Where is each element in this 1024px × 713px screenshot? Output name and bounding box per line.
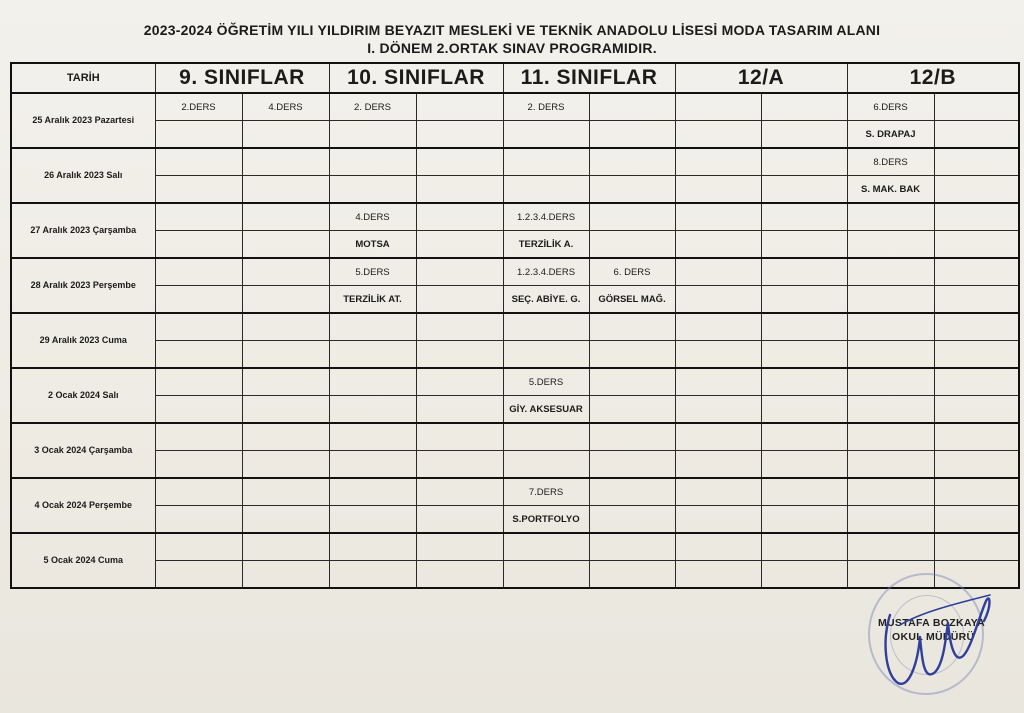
course-name-cell (155, 396, 242, 424)
course-name-cell: MOTSA (329, 231, 416, 259)
lesson-period-cell (242, 423, 329, 451)
lesson-period-cell (155, 423, 242, 451)
course-name-cell (503, 176, 589, 204)
lesson-period-cell (416, 203, 503, 231)
group-header-11: 11. SINIFLAR (503, 63, 675, 93)
lesson-period-cell (761, 533, 847, 561)
lesson-period-cell (416, 533, 503, 561)
course-name-cell (416, 341, 503, 369)
lesson-period-cell (675, 148, 761, 176)
lesson-period-cell (934, 533, 1019, 561)
course-name-cell (934, 451, 1019, 479)
table-row (11, 341, 1019, 369)
lesson-period-cell (761, 93, 847, 121)
table-row (11, 506, 1019, 534)
course-name-cell (242, 561, 329, 589)
table-row (11, 313, 1019, 341)
course-name-cell (416, 286, 503, 314)
group-header-9: 9. SINIFLAR (155, 63, 329, 93)
lesson-period-cell: 2.DERS (155, 93, 242, 121)
lesson-period-cell (416, 478, 503, 506)
lesson-period-cell: 1.2.3.4.DERS (503, 203, 589, 231)
course-name-cell (329, 176, 416, 204)
course-name-cell (589, 451, 675, 479)
course-name-cell (934, 506, 1019, 534)
lesson-period-cell (934, 313, 1019, 341)
lesson-period-cell: 8.DERS (847, 148, 934, 176)
table-header-row (11, 63, 1019, 93)
course-name-cell (589, 341, 675, 369)
signature-block (860, 565, 1010, 705)
table-row (11, 148, 1019, 176)
course-name-cell (155, 561, 242, 589)
course-name-cell (934, 286, 1019, 314)
course-name-cell (416, 176, 503, 204)
table-row (11, 258, 1019, 286)
lesson-period-cell (155, 148, 242, 176)
lesson-period-cell (416, 93, 503, 121)
table-row (11, 533, 1019, 561)
lesson-period-cell (934, 93, 1019, 121)
lesson-period-cell (761, 258, 847, 286)
course-name-cell (934, 231, 1019, 259)
lesson-period-cell (329, 533, 416, 561)
lesson-period-cell (416, 313, 503, 341)
course-name-cell (934, 121, 1019, 149)
exam-date-cell: 2 Ocak 2024 Salı (11, 368, 155, 423)
lesson-period-cell (761, 148, 847, 176)
lesson-period-cell (503, 148, 589, 176)
course-name-cell (847, 231, 934, 259)
course-name-cell (242, 231, 329, 259)
course-name-cell (155, 231, 242, 259)
lesson-period-cell (589, 533, 675, 561)
lesson-period-cell: 5.DERS (329, 258, 416, 286)
course-name-cell (416, 396, 503, 424)
table-row (11, 368, 1019, 396)
course-name-cell (416, 231, 503, 259)
table-row (11, 121, 1019, 149)
course-name-cell: S.PORTFOLYO (503, 506, 589, 534)
date-column-header: TARİH (11, 63, 155, 93)
lesson-period-cell (847, 313, 934, 341)
lesson-period-cell (847, 258, 934, 286)
lesson-period-cell (675, 93, 761, 121)
course-name-cell: GİY. AKSESUAR (503, 396, 589, 424)
course-name-cell (761, 506, 847, 534)
course-name-cell (416, 561, 503, 589)
course-name-cell (675, 341, 761, 369)
lesson-period-cell (934, 368, 1019, 396)
course-name-cell (155, 341, 242, 369)
group-header-12a: 12/A (675, 63, 847, 93)
course-name-cell (934, 396, 1019, 424)
lesson-period-cell (675, 478, 761, 506)
course-name-cell (329, 561, 416, 589)
lesson-period-cell (329, 368, 416, 396)
group-header-12b: 12/B (847, 63, 1019, 93)
course-name-cell (329, 506, 416, 534)
exam-date-cell: 27 Aralık 2023 Çarşamba (11, 203, 155, 258)
exam-schedule-table (10, 62, 1020, 589)
course-name-cell (761, 176, 847, 204)
course-name-cell (934, 341, 1019, 369)
lesson-period-cell (155, 313, 242, 341)
course-name-cell (675, 176, 761, 204)
lesson-period-cell (589, 148, 675, 176)
document-title: 2023-2024 ÖĞRETİM YILI YILDIRIM BEYAZIT MESLEKİ VE TEKNİK ANADOLU LİSESİ MODA TASARIM ALANI (143, 22, 881, 38)
course-name-cell (761, 341, 847, 369)
lesson-period-cell (934, 258, 1019, 286)
lesson-period-cell (242, 368, 329, 396)
lesson-period-cell: 6.DERS (847, 93, 934, 121)
course-name-cell: GÖRSEL MAĞ. (589, 286, 675, 314)
course-name-cell (675, 561, 761, 589)
course-name-cell (155, 451, 242, 479)
document-subtitle: I. DÖNEM 2.ORTAK SINAV PROGRAMIDIR. (367, 40, 657, 56)
exam-date-cell: 26 Aralık 2023 Salı (11, 148, 155, 203)
lesson-period-cell (761, 478, 847, 506)
course-name-cell (934, 176, 1019, 204)
course-name-cell (503, 561, 589, 589)
course-name-cell (589, 396, 675, 424)
course-name-cell (675, 506, 761, 534)
group-header-10: 10. SINIFLAR (329, 63, 503, 93)
course-name-cell (155, 286, 242, 314)
lesson-period-cell (155, 533, 242, 561)
lesson-period-cell: 5.DERS (503, 368, 589, 396)
lesson-period-cell (416, 148, 503, 176)
handwritten-signature (860, 565, 1010, 705)
lesson-period-cell (589, 478, 675, 506)
table-row (11, 286, 1019, 314)
lesson-period-cell (675, 313, 761, 341)
table-row (11, 231, 1019, 259)
course-name-cell (242, 176, 329, 204)
course-name-cell (242, 451, 329, 479)
course-name-cell (503, 451, 589, 479)
lesson-period-cell (589, 368, 675, 396)
lesson-period-cell (416, 258, 503, 286)
course-name-cell (242, 121, 329, 149)
lesson-period-cell (761, 313, 847, 341)
lesson-period-cell (934, 148, 1019, 176)
exam-date-cell: 29 Aralık 2023 Cuma (11, 313, 155, 368)
course-name-cell (416, 451, 503, 479)
lesson-period-cell (242, 313, 329, 341)
lesson-period-cell: 2. DERS (503, 93, 589, 121)
lesson-period-cell (761, 203, 847, 231)
course-name-cell (329, 341, 416, 369)
course-name-cell (847, 396, 934, 424)
lesson-period-cell (416, 368, 503, 396)
lesson-period-cell (847, 368, 934, 396)
lesson-period-cell (503, 533, 589, 561)
table-row (11, 451, 1019, 479)
course-name-cell (675, 121, 761, 149)
exam-date-cell: 3 Ocak 2024 Çarşamba (11, 423, 155, 478)
lesson-period-cell (589, 313, 675, 341)
course-name-cell (503, 341, 589, 369)
course-name-cell (242, 341, 329, 369)
lesson-period-cell (329, 423, 416, 451)
course-name-cell (761, 396, 847, 424)
lesson-period-cell: 4.DERS (329, 203, 416, 231)
principal-name: MUSTAFA BOZKAYA (878, 617, 985, 629)
course-name-cell (761, 451, 847, 479)
course-name-cell (761, 561, 847, 589)
lesson-period-cell: 7.DERS (503, 478, 589, 506)
course-name-cell (675, 286, 761, 314)
lesson-period-cell (589, 423, 675, 451)
lesson-period-cell (242, 478, 329, 506)
lesson-period-cell (675, 258, 761, 286)
table-row (11, 203, 1019, 231)
course-name-cell (589, 176, 675, 204)
lesson-period-cell (761, 368, 847, 396)
lesson-period-cell (329, 313, 416, 341)
lesson-period-cell (847, 423, 934, 451)
lesson-period-cell (155, 203, 242, 231)
course-name-cell (589, 561, 675, 589)
lesson-period-cell (934, 203, 1019, 231)
course-name-cell (416, 121, 503, 149)
course-name-cell (329, 451, 416, 479)
lesson-period-cell (847, 533, 934, 561)
lesson-period-cell (675, 368, 761, 396)
lesson-period-cell (155, 478, 242, 506)
course-name-cell (761, 121, 847, 149)
course-name-cell (847, 451, 934, 479)
lesson-period-cell (847, 478, 934, 506)
course-name-cell (242, 286, 329, 314)
lesson-period-cell (242, 258, 329, 286)
lesson-period-cell (934, 478, 1019, 506)
lesson-period-cell (242, 533, 329, 561)
course-name-cell (329, 396, 416, 424)
lesson-period-cell (934, 423, 1019, 451)
lesson-period-cell (242, 203, 329, 231)
table-row (11, 396, 1019, 424)
lesson-period-cell (675, 203, 761, 231)
course-name-cell (589, 231, 675, 259)
course-name-cell: S. MAK. BAK (847, 176, 934, 204)
course-name-cell (847, 506, 934, 534)
lesson-period-cell: 6. DERS (589, 258, 675, 286)
course-name-cell (155, 121, 242, 149)
table-row (11, 93, 1019, 121)
course-name-cell: S. DRAPAJ (847, 121, 934, 149)
course-name-cell (761, 286, 847, 314)
lesson-period-cell (675, 423, 761, 451)
course-name-cell (761, 231, 847, 259)
exam-date-cell: 4 Ocak 2024 Perşembe (11, 478, 155, 533)
course-name-cell (675, 451, 761, 479)
course-name-cell (329, 121, 416, 149)
lesson-period-cell (503, 313, 589, 341)
lesson-period-cell (155, 368, 242, 396)
lesson-period-cell (503, 423, 589, 451)
course-name-cell: TERZİLİK A. (503, 231, 589, 259)
table-row (11, 176, 1019, 204)
lesson-period-cell (329, 148, 416, 176)
course-name-cell (155, 176, 242, 204)
course-name-cell (675, 396, 761, 424)
lesson-period-cell (589, 93, 675, 121)
course-name-cell: SEÇ. ABİYE. G. (503, 286, 589, 314)
course-name-cell (242, 506, 329, 534)
course-name-cell (155, 506, 242, 534)
course-name-cell (503, 121, 589, 149)
table-row (11, 478, 1019, 506)
lesson-period-cell (155, 258, 242, 286)
course-name-cell (242, 396, 329, 424)
lesson-period-cell (761, 423, 847, 451)
course-name-cell (416, 506, 503, 534)
exam-date-cell: 28 Aralık 2023 Perşembe (11, 258, 155, 313)
course-name-cell (847, 286, 934, 314)
lesson-period-cell (675, 533, 761, 561)
lesson-period-cell (242, 148, 329, 176)
course-name-cell: TERZİLİK AT. (329, 286, 416, 314)
lesson-period-cell (847, 203, 934, 231)
course-name-cell (675, 231, 761, 259)
course-name-cell (589, 506, 675, 534)
lesson-period-cell: 1.2.3.4.DERS (503, 258, 589, 286)
lesson-period-cell (589, 203, 675, 231)
principal-title: OKUL MÜDÜRÜ (892, 631, 975, 643)
table-row (11, 423, 1019, 451)
lesson-period-cell: 2. DERS (329, 93, 416, 121)
course-name-cell (847, 341, 934, 369)
lesson-period-cell (416, 423, 503, 451)
exam-date-cell: 25 Aralık 2023 Pazartesi (11, 93, 155, 148)
lesson-period-cell: 4.DERS (242, 93, 329, 121)
exam-date-cell: 5 Ocak 2024 Cuma (11, 533, 155, 588)
course-name-cell (589, 121, 675, 149)
lesson-period-cell (329, 478, 416, 506)
